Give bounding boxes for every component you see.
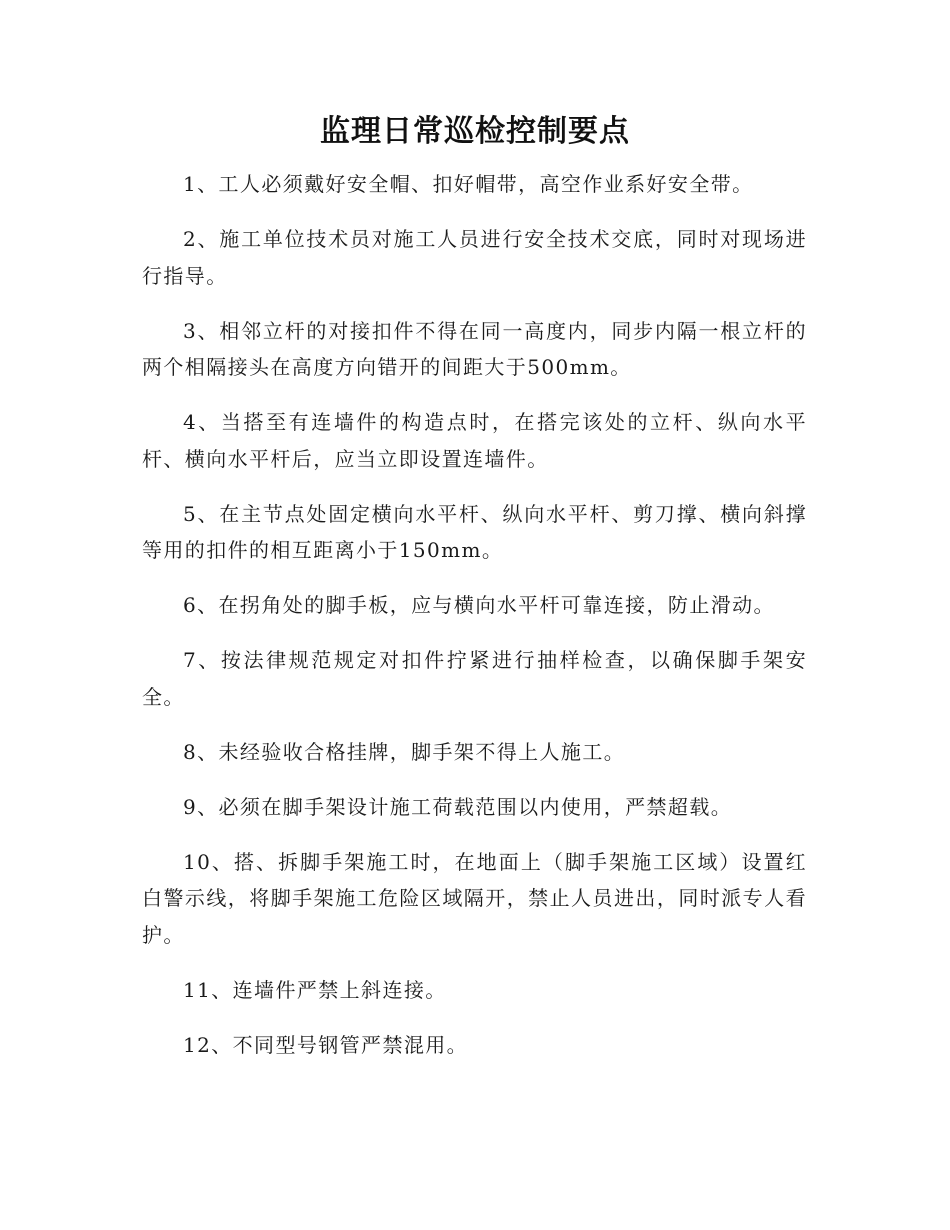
inspection-point-1: 1、工人必须戴好安全帽、扣好帽带，高空作业系好安全带。 bbox=[183, 172, 754, 196]
inspection-point-8: 8、未经验收合格挂牌，脚手架不得上人施工。 bbox=[183, 739, 626, 764]
document-title: 监理日常巡检控制要点 bbox=[320, 114, 630, 149]
inspection-point-12: 12、不同型号钢管严禁混用。 bbox=[183, 1032, 469, 1057]
inspection-point-10: 10、搭、拆脚手架施工时，在地面上（脚手架施工区域）设置红白警示线，将脚手架施工危险区域隔开，禁止人员进出，同时派专人看护。 bbox=[142, 849, 807, 947]
inspection-point-11: 11、连墙件严禁上斜连接。 bbox=[183, 977, 447, 1002]
inspection-point-4: 4、当搭至有连墙件的构造点时，在搭完该处的立杆、纵向水平杆、横向水平杆后，应当立即设置连墙件。 bbox=[142, 410, 807, 471]
inspection-point-3: 3、相邻立杆的对接扣件不得在同一高度内，同步内隔一根立杆的两个相隔接头在高度方向错开的间距大于500mm。 bbox=[142, 318, 807, 379]
inspection-point-6: 6、在拐角处的脚手板，应与横向水平杆可靠连接，防止滑动。 bbox=[183, 593, 775, 617]
inspection-point-5: 5、在主节点处固定横向水平杆、纵向水平杆、剪刀撑、横向斜撑等用的扣件的相互距离小于150mm。 bbox=[142, 501, 807, 562]
inspection-point-9: 9、必须在脚手架设计施工荷载范围以内使用，严禁超载。 bbox=[183, 794, 733, 819]
inspection-point-2: 2、施工单位技术员对施工人员进行安全技术交底，同时对现场进行指导。 bbox=[142, 227, 807, 288]
inspection-point-7: 7、按法律规范规定对扣件拧紧进行抽样检查，以确保脚手架安全。 bbox=[142, 648, 807, 709]
inspection-points-list bbox=[142, 166, 807, 1082]
